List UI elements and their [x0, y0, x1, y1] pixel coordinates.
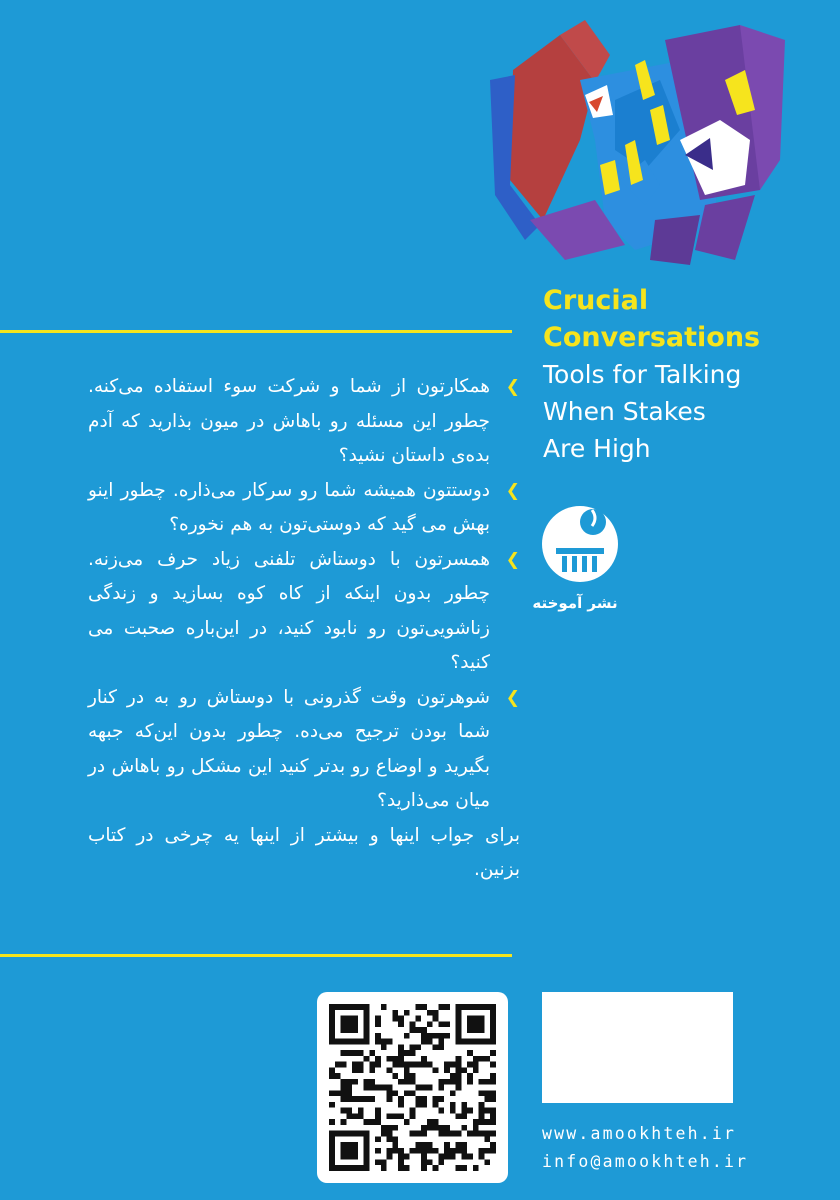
chevron-right-icon: ❯	[505, 480, 520, 501]
qr-code[interactable]	[317, 992, 508, 1183]
bullet-text: همکارتون از شما و شرکت سوء استفاده می‌کنه. چطور این مسئله رو باهاش در میون بذارید که آدم بده‌ی داستان نشید؟	[88, 376, 490, 466]
blurb-bullet	[88, 681, 520, 819]
book-title-line-1: Crucial	[543, 285, 649, 316]
book-subtitle-line-2: When Stakes	[543, 397, 706, 426]
bullet-text: همسرتون با دوستاش تلفنی زیاد حرف می‌زنه. چطور بدون اینکه از کاه کوه بسازید و زندگی زناشویی‌تون رو نابود کنید، در این‌باره صحبت می کنید؟	[88, 548, 490, 673]
publisher-name: نشر آموخته	[532, 594, 618, 612]
email-link[interactable]: info@amookhteh.ir	[542, 1152, 749, 1171]
bullet-text: دوستتون همیشه شما رو سرکار می‌ذاره. چطور اینو بهش می گید که دوستی‌تون به هم نخوره؟	[88, 479, 490, 535]
chevron-right-icon: ❯	[505, 549, 520, 570]
book-subtitle-line-3: Are High	[543, 434, 651, 463]
blurb-bullet	[88, 543, 520, 681]
blurb-bullet	[88, 370, 520, 474]
barcode-area	[542, 992, 733, 1103]
cover-artwork	[485, 20, 785, 275]
chevron-right-icon: ❯	[505, 687, 520, 708]
blurb-bullet	[88, 474, 520, 543]
blurb-text	[88, 370, 520, 888]
title-block	[543, 282, 833, 467]
website-link[interactable]: www.amookhteh.ir	[542, 1124, 737, 1143]
bottom-divider	[0, 954, 512, 957]
chevron-right-icon: ❯	[505, 377, 520, 397]
blurb-closing: برای جواب اینها و بیشتر از اینها یه چرخی در کتاب بزنین.	[88, 824, 520, 880]
top-divider	[0, 330, 512, 333]
book-subtitle-line-1: Tools for Talking	[543, 360, 742, 389]
bullet-text: شوهرتون وقت گذرونی با دوستاش رو به در کنار شما بودن ترجیح می‌ده. چطور بدون این‌که جبهه بگیرید و اوضاع رو بدتر کنید این مشکل رو باهاش در میان می‌ذارید؟	[88, 686, 490, 811]
book-title-line-2: Conversations	[543, 322, 761, 353]
